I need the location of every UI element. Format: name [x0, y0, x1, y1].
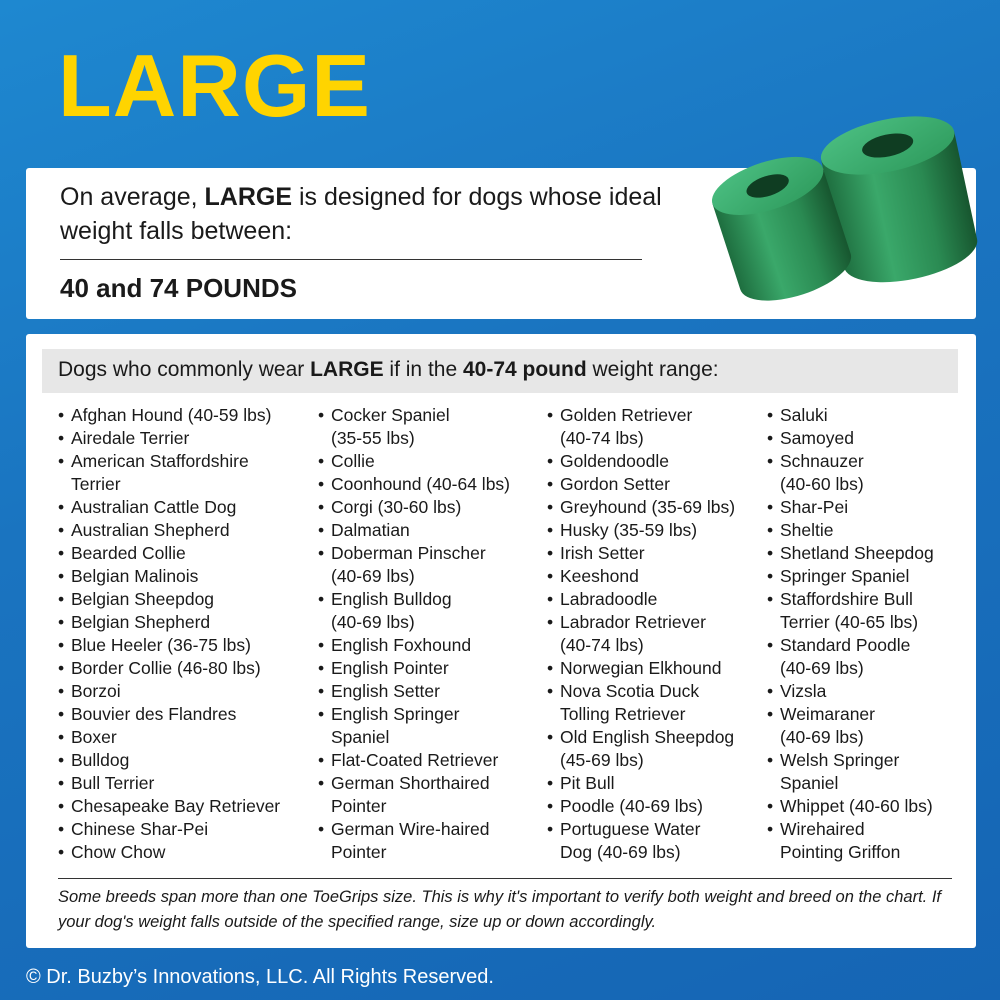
breed-list-item: • Sheltie — [765, 519, 934, 542]
intro-prefix: On average, — [60, 183, 205, 211]
heading-prefix: Dogs who commonly wear — [58, 358, 311, 381]
breed-list-item: • Labrador Retriever (40-74 lbs) — [545, 611, 735, 657]
toegrips-rings-icon — [700, 104, 980, 314]
heading-middle: if in the — [383, 358, 463, 381]
breed-column-2 — [316, 404, 510, 864]
breed-list-item: • Bouvier des Flandres — [56, 703, 280, 726]
heading-range: 40-74 pound — [462, 358, 587, 381]
breed-list-item: • Boxer — [56, 726, 280, 749]
breed-list-item: • Springer Spaniel — [765, 565, 934, 588]
breed-list-item: • Pit Bull — [545, 772, 735, 795]
breed-list-item: • Greyhound (35-69 lbs) — [545, 496, 735, 519]
breed-list-item: • Husky (35-59 lbs) — [545, 519, 735, 542]
breed-card — [26, 334, 976, 948]
breed-list-item: • English Setter — [316, 680, 510, 703]
breed-list-item: • Standard Poodle (40-69 lbs) — [765, 634, 934, 680]
breed-list-item: • Borzoi — [56, 680, 280, 703]
breed-list-item: • German Wire-haired Pointer — [316, 818, 510, 864]
breed-column-3 — [545, 404, 735, 864]
breed-list-item: • Flat-Coated Retriever — [316, 749, 510, 772]
breed-list-item: • Whippet (40-60 lbs) — [765, 795, 934, 818]
breed-list-banner — [42, 349, 958, 393]
breed-list-item: • Belgian Sheepdog — [56, 588, 280, 611]
intro-divider — [60, 259, 642, 260]
intro-suffix: is designed for dogs whose ideal weight falls between: — [60, 183, 662, 245]
breed-list-item: • English Springer Spaniel — [316, 703, 510, 749]
breed-list-item: • Belgian Shepherd — [56, 611, 280, 634]
copyright: © Dr. Buzby’s Innovations, LLC. All Rights Reserved. — [26, 966, 494, 988]
breed-column-1 — [56, 404, 280, 864]
breed-list-item: • Portuguese Water Dog (40-69 lbs) — [545, 818, 735, 864]
breed-list-item: • Schnauzer (40-60 lbs) — [765, 450, 934, 496]
breed-list-item: • Australian Shepherd — [56, 519, 280, 542]
breed-list-item: • Labradoodle — [545, 588, 735, 611]
breed-list-item: • Chow Chow — [56, 841, 280, 864]
breed-list-item: • Shar-Pei — [765, 496, 934, 519]
breed-list-item: • Bull Terrier — [56, 772, 280, 795]
breed-list-heading — [58, 358, 719, 382]
breed-list-item: • Goldendoodle — [545, 450, 735, 473]
breed-list-item: • Collie — [316, 450, 510, 473]
breed-list-item: • Chinese Shar-Pei — [56, 818, 280, 841]
heading-size: LARGE — [310, 358, 384, 381]
breed-list-item: • Samoyed — [765, 427, 934, 450]
breed-list-item: • Saluki — [765, 404, 934, 427]
breed-list-item: • Irish Setter — [545, 542, 735, 565]
breed-list-item: • Welsh Springer Spaniel — [765, 749, 934, 795]
breed-list-item: • English Pointer — [316, 657, 510, 680]
breed-list-item: • Gordon Setter — [545, 473, 735, 496]
breed-list-item: • Norwegian Elkhound — [545, 657, 735, 680]
breed-list-item: • Keeshond — [545, 565, 735, 588]
breed-list-item: • Blue Heeler (36-75 lbs) — [56, 634, 280, 657]
weight-range: 40 and 74 POUNDS — [60, 273, 297, 303]
breed-list-item: • Doberman Pinscher (40-69 lbs) — [316, 542, 510, 588]
heading-suffix: weight range: — [586, 358, 719, 381]
breed-list-item: • Cocker Spaniel (35-55 lbs) — [316, 404, 510, 450]
breed-list-item: • Staffordshire Bull Terrier (40-65 lbs) — [765, 588, 934, 634]
breed-list-item: • German Shorthaired Pointer — [316, 772, 510, 818]
breed-list-item: • Afghan Hound (40-59 lbs) — [56, 404, 280, 427]
breed-list-item: • Bulldog — [56, 749, 280, 772]
breed-list-item: • Coonhound (40-64 lbs) — [316, 473, 510, 496]
breed-list-item: • Border Collie (46-80 lbs) — [56, 657, 280, 680]
breed-list-item: • Corgi (30-60 lbs) — [316, 496, 510, 519]
breed-list-item: • Belgian Malinois — [56, 565, 280, 588]
breed-list-item: • Shetland Sheepdog — [765, 542, 934, 565]
breed-column-4 — [765, 404, 934, 864]
breed-list-item: • English Bulldog (40-69 lbs) — [316, 588, 510, 634]
breed-list-item: • Old English Sheepdog (45-69 lbs) — [545, 726, 735, 772]
breed-list-item: • Australian Cattle Dog — [56, 496, 280, 519]
breed-list-item: • Vizsla — [765, 680, 934, 703]
page-title: LARGE — [58, 36, 371, 135]
breed-list-item: • Dalmatian — [316, 519, 510, 542]
breed-list-item: • Nova Scotia Duck Tolling Retriever — [545, 680, 735, 726]
breed-list-item: • Bearded Collie — [56, 542, 280, 565]
breed-list-item: • Chesapeake Bay Retriever — [56, 795, 280, 818]
footnote: Some breeds span more than one ToeGrips size. This is why it's important to verify both weight and breed on the chart. If your dog's weight falls outside of the specified range, size up or down accordingly. — [58, 888, 941, 931]
breed-list-item: • English Foxhound — [316, 634, 510, 657]
breed-list-item: • Weimaraner (40-69 lbs) — [765, 703, 934, 749]
breed-list-item: • American Staffordshire Terrier — [56, 450, 280, 496]
breed-list-item: • Poodle (40-69 lbs) — [545, 795, 735, 818]
breed-list-item: • Airedale Terrier — [56, 427, 280, 450]
footnote-divider — [58, 878, 952, 879]
breed-list-item: • Golden Retriever (40-74 lbs) — [545, 404, 735, 450]
intro-text — [60, 180, 680, 248]
intro-size-word: LARGE — [204, 183, 293, 211]
breed-list-item: • Wirehaired Pointing Griffon — [765, 818, 934, 864]
